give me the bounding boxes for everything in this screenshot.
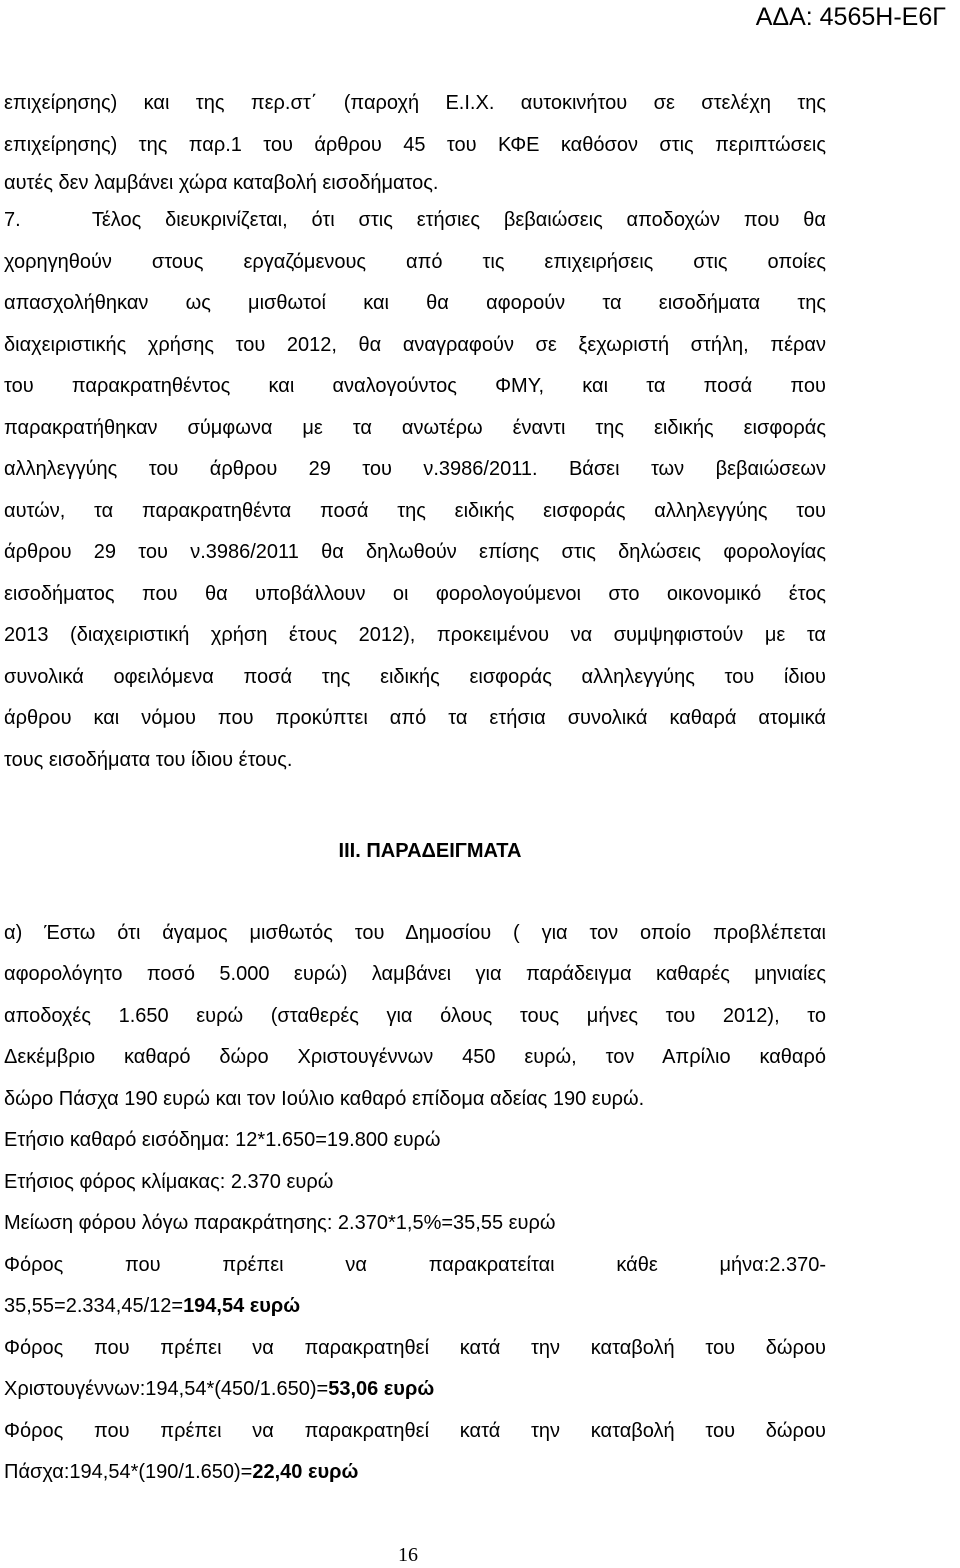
example-a	[4, 913, 826, 1494]
monthly-tax-formula: 35,55=2.334,45/12=	[4, 1295, 184, 1317]
text-line: απασχολήθηκαν ως μισθωτοί και θα αφορούν τα εισοδήματα της	[4, 292, 826, 314]
text-line: επιχείρησης) και της περ.στ΄ (παροχή Ε.Ι.Χ. αυτοκινήτου σε στελέχη της	[4, 92, 826, 114]
document-body	[4, 83, 826, 1494]
page-number: 16	[398, 1544, 418, 1566]
text-line: άρθρου 29 του ν.3986/2011 θα δηλωθούν επίσης στις δηλώσεις φορολογίας	[4, 541, 826, 563]
text-line: 2013 (διαχειριστική χρήση έτους 2012), προκειμένου να συμψηφιστούν με τα	[4, 624, 826, 646]
text-line: παρακρατήθηκαν σύμφωνα με τα ανωτέρω έναντι της ειδικής εισφοράς	[4, 416, 826, 439]
paragraph-6-continuation	[4, 83, 826, 200]
easter-tax-formula: Πάσχα:194,54*(190/1.650)=	[4, 1461, 253, 1483]
annual-tax-line: Ετήσιος φόρος κλίμακας: 2.370 ευρώ	[4, 1170, 334, 1193]
christmas-tax-result: 53,06 ευρώ	[328, 1378, 435, 1400]
monthly-tax-line: Φόρος που πρέπει να παρακρατείται κάθε μήνα:2.370-	[4, 1253, 826, 1276]
text-line: άρθρου και νόμου που προκύπτει από τα ετήσια συνολικά καθαρά ατομικά	[4, 707, 826, 729]
annual-income-line: Ετήσιο καθαρό εισόδημα: 12*1.650=19.800 ευρώ	[4, 1129, 441, 1151]
text-line: αποδοχές 1.650 ευρώ (σταθερές για όλους τους μήνες του 2012), το	[4, 1004, 826, 1027]
document-id: ΑΔΑ: 4565Η-Ε6Γ	[755, 3, 946, 31]
section-title: ΠΑΡΑΔΕΙΓΜΑΤΑ	[366, 840, 522, 862]
christmas-tax-line: Φόρος που πρέπει να παρακρατηθεί κατά την καταβολή του δώρου	[4, 1336, 826, 1359]
text-line: επιχείρησης) της παρ.1 του άρθρου 45 του ΚΦΕ καθόσον στις περιπτώσεις	[4, 133, 826, 156]
text-line: 7. Τέλος διευκρινίζεται, ότι στις ετήσιες βεβαιώσεις αποδοχών που θα	[4, 209, 826, 231]
section-number: III.	[338, 840, 361, 862]
tax-reduction-line: Μείωση φόρου λόγω παρακράτησης: 2.370*1,5%=35,55 ευρώ	[4, 1212, 556, 1234]
text-line: Δεκέμβριο καθαρό δώρο Χριστουγέννων 450 ευρώ, τον Απρίλιο καθαρό	[4, 1046, 826, 1068]
paragraph-7	[4, 200, 826, 781]
text-line: αλληλεγγύης του άρθρου 29 του ν.3986/2011. Βάσει των βεβαιώσεων	[4, 458, 826, 480]
text-line: αφορολόγητο ποσό 5.000 ευρώ) λαμβάνει για παράδειγμα καθαρές μηνιαίες	[4, 963, 826, 985]
text-line: χορηγηθούν στους εργαζόμενους από τις επιχειρήσεις στις οποίες	[4, 250, 826, 273]
text-line: διαχειριστικής χρήσης του 2012, θα αναγραφούν σε ξεχωριστή στήλη, πέραν	[4, 333, 826, 356]
monthly-tax-result: 194,54 ευρώ	[183, 1295, 301, 1317]
monthly-tax-calculation	[4, 1286, 826, 1328]
text-line: εισοδήματος που θα υποβάλλουν οι φορολογούμενοι στο οικονομικό έτος	[4, 582, 826, 605]
text-line: αυτών, τα παρακρατηθέντα ποσά της ειδικής εισφοράς αλληλεγγύης του	[4, 499, 826, 522]
christmas-tax-formula: Χριστουγέννων:194,54*(450/1.650)=	[4, 1378, 329, 1400]
text-line: α) Έστω ότι άγαμος μισθωτός του Δημοσίου ( για τον οποίο προβλέπεται	[4, 921, 826, 944]
spacer	[4, 781, 826, 831]
section-heading	[4, 831, 826, 873]
text-line: συνολικά οφειλόμενα ποσά της ειδικής εισφοράς αλληλεγγύης του ίδιου	[4, 665, 826, 688]
spacer	[4, 873, 826, 913]
christmas-tax-calculation	[4, 1369, 826, 1411]
easter-tax-calculation	[4, 1452, 826, 1494]
text-line: αυτές δεν λαμβάνει χώρα καταβολή εισοδήματος.	[4, 172, 439, 194]
text-line: τους εισοδήματα του ίδιου έτους.	[4, 748, 293, 771]
easter-tax-line: Φόρος που πρέπει να παρακρατηθεί κατά την καταβολή του δώρου	[4, 1419, 826, 1442]
text-line: δώρο Πάσχα 190 ευρώ και τον Ιούλιο καθαρό επίδομα αδείας 190 ευρώ.	[4, 1087, 645, 1110]
easter-tax-result: 22,40 ευρώ	[252, 1461, 359, 1483]
text-line: του παρακρατηθέντος και αναλογούντος ΦΜΥ, και τα ποσά που	[4, 375, 826, 397]
